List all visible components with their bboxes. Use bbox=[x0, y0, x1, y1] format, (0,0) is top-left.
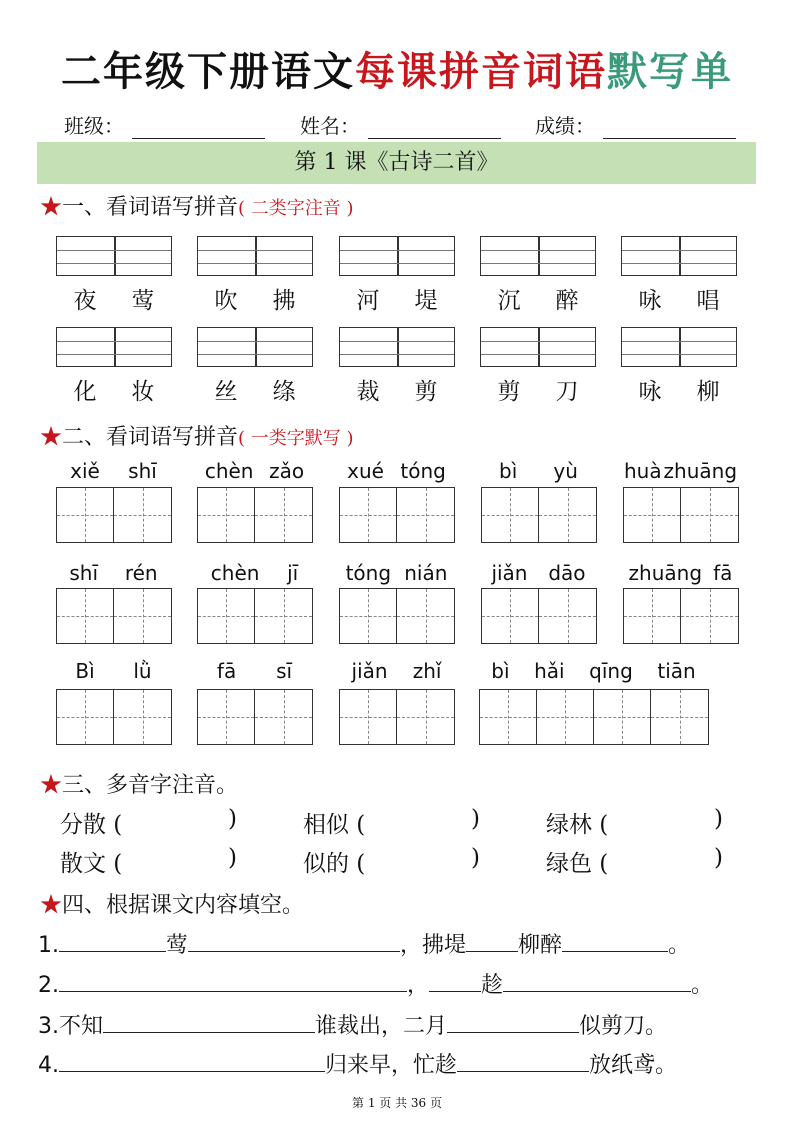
tianzige-cell[interactable] bbox=[681, 488, 738, 542]
page-title bbox=[0, 40, 794, 97]
fill-text: 。 bbox=[668, 933, 691, 958]
hanzi-char: 化 bbox=[73, 379, 97, 405]
pinyin-syllable: dāo bbox=[548, 561, 586, 585]
hanzi-char: 柳 bbox=[696, 379, 720, 405]
class-blank[interactable] bbox=[132, 116, 265, 139]
hanzi-char: 醉 bbox=[555, 288, 579, 314]
line-number: 3. bbox=[38, 1014, 59, 1039]
tianzige-cell[interactable] bbox=[57, 488, 114, 542]
pinyin-writing-box[interactable] bbox=[480, 327, 596, 367]
hanzi-char: 裁 bbox=[356, 379, 380, 405]
pinyin-writing-box[interactable] bbox=[339, 236, 455, 276]
tianzige-grid bbox=[623, 588, 739, 644]
tianzige-cell[interactable] bbox=[482, 589, 539, 643]
hanzi-char: 沉 bbox=[497, 288, 521, 314]
word-characters bbox=[621, 373, 737, 406]
fill-text: 谁裁出，二月 bbox=[315, 1014, 448, 1039]
word-characters bbox=[339, 282, 455, 315]
tianzige-grid bbox=[339, 689, 455, 745]
section1-heading bbox=[40, 190, 354, 221]
pinyin-prompt bbox=[623, 459, 738, 483]
tianzige-grid bbox=[623, 487, 739, 543]
pinyin-syllable: sī bbox=[276, 659, 293, 683]
word-characters bbox=[480, 282, 596, 315]
page-footer: 第 1 页 共 36 页 bbox=[352, 1096, 442, 1110]
pinyin-writing-box[interactable] bbox=[56, 236, 172, 276]
hanzi-char: 堤 bbox=[414, 288, 438, 314]
title-part-sheet: 默写单 bbox=[607, 48, 733, 95]
fill-blank[interactable] bbox=[59, 931, 166, 952]
score-label: 成绩： bbox=[535, 114, 595, 138]
pinyin-syllable: rén bbox=[124, 561, 158, 585]
pinyin-writing-box[interactable] bbox=[197, 236, 313, 276]
fill-blank[interactable] bbox=[429, 971, 481, 992]
pinyin-syllable: jī bbox=[287, 561, 299, 585]
polyphonic-close-paren: ) bbox=[471, 806, 480, 832]
section3-heading bbox=[40, 768, 238, 799]
pinyin-writing-box[interactable] bbox=[339, 327, 455, 367]
pinyin-syllable: zhǐ bbox=[412, 659, 442, 683]
fill-text: 不知 bbox=[59, 1014, 104, 1039]
hanzi-char: 剪 bbox=[414, 379, 438, 405]
name-blank[interactable] bbox=[368, 116, 501, 139]
pinyin-writing-box[interactable] bbox=[480, 236, 596, 276]
pinyin-writing-box[interactable] bbox=[621, 327, 737, 367]
tianzige-cell[interactable] bbox=[114, 589, 171, 643]
class-field bbox=[64, 110, 265, 139]
pinyin-syllable: shī bbox=[128, 459, 157, 483]
name-label: 姓名： bbox=[300, 114, 360, 138]
tianzige-cell[interactable] bbox=[397, 690, 454, 744]
tianzige-cell[interactable] bbox=[482, 488, 539, 542]
hanzi-char: 妆 bbox=[131, 379, 155, 405]
fill-blank[interactable] bbox=[562, 931, 668, 952]
pinyin-syllable: zǎo bbox=[269, 459, 305, 483]
star-icon: ★ bbox=[40, 893, 63, 918]
polyphonic-close-paren: ) bbox=[714, 806, 723, 832]
fill-blank[interactable] bbox=[457, 1051, 589, 1072]
pinyin-syllable: xiě bbox=[70, 459, 100, 483]
fill-blank[interactable] bbox=[503, 971, 691, 992]
fill-text: 似剪刀。 bbox=[579, 1014, 668, 1039]
pinyin-prompt bbox=[481, 459, 596, 483]
polyphonic-word: 散文 ( bbox=[60, 851, 123, 877]
pinyin-prompt bbox=[56, 561, 171, 585]
line-number: 2. bbox=[38, 973, 59, 998]
fill-text: ，拂堤 bbox=[400, 933, 467, 958]
tianzige-cell[interactable] bbox=[340, 488, 397, 542]
hanzi-char: 剪 bbox=[497, 379, 521, 405]
section2-heading bbox=[40, 420, 354, 451]
fill-text: 放纸鸢。 bbox=[589, 1053, 678, 1078]
fill-blank[interactable] bbox=[188, 931, 400, 952]
pinyin-syllable: hǎi bbox=[534, 659, 565, 683]
word-characters bbox=[621, 282, 737, 315]
word-characters bbox=[197, 282, 313, 315]
fill-line-2 bbox=[38, 968, 713, 999]
lesson-banner: 第 1 课《古诗二首》 bbox=[37, 142, 756, 184]
pinyin-prompt bbox=[339, 459, 454, 483]
pinyin-syllable: fā bbox=[216, 659, 237, 683]
tianzige-grid bbox=[481, 588, 597, 644]
fill-text: 莺 bbox=[166, 933, 189, 958]
tianzige-grid bbox=[197, 588, 313, 644]
polyphonic-word: 相似 ( bbox=[303, 812, 366, 838]
fill-text: 归来早，忙趁 bbox=[325, 1053, 458, 1078]
pinyin-syllable: bì bbox=[499, 459, 518, 483]
fill-blank[interactable] bbox=[103, 1012, 315, 1033]
tianzige-grid bbox=[197, 689, 313, 745]
tianzige-cell[interactable] bbox=[537, 690, 594, 744]
tianzige-cell[interactable] bbox=[198, 488, 255, 542]
polyphonic-close-paren: ) bbox=[714, 845, 723, 871]
polyphonic-word: 分散 ( bbox=[60, 812, 123, 838]
tianzige-grid bbox=[56, 487, 172, 543]
tianzige-cell[interactable] bbox=[57, 690, 114, 744]
word-characters bbox=[480, 373, 596, 406]
pinyin-syllable: tóng bbox=[400, 459, 446, 483]
pinyin-syllable: nián bbox=[404, 561, 448, 585]
hanzi-char: 刀 bbox=[555, 379, 579, 405]
tianzige-cell[interactable] bbox=[539, 589, 596, 643]
tianzige-cell[interactable] bbox=[198, 690, 255, 744]
pinyin-syllable: jiǎn bbox=[351, 659, 388, 683]
pinyin-writing-box[interactable] bbox=[197, 327, 313, 367]
tianzige-grid bbox=[197, 487, 313, 543]
section4-heading bbox=[40, 888, 304, 919]
star-icon: ★ bbox=[40, 773, 63, 798]
tianzige-cell[interactable] bbox=[198, 589, 255, 643]
pinyin-syllable: fā bbox=[713, 561, 733, 585]
pinyin-syllable: tóng bbox=[345, 561, 392, 585]
pinyin-prompt bbox=[481, 561, 596, 585]
fill-text: ， bbox=[407, 973, 430, 998]
polyphonic-close-paren: ) bbox=[471, 845, 480, 871]
word-characters bbox=[197, 373, 313, 406]
tianzige-cell[interactable] bbox=[114, 690, 171, 744]
fill-line-1 bbox=[38, 928, 690, 959]
score-blank[interactable] bbox=[603, 116, 736, 139]
tianzige-cell[interactable] bbox=[397, 488, 454, 542]
tianzige-grid bbox=[56, 588, 172, 644]
pinyin-syllable: Bì bbox=[75, 659, 95, 683]
section1-title: 一、看词语写拼音 bbox=[62, 195, 239, 220]
pinyin-syllable: tiān bbox=[657, 659, 696, 683]
tianzige-cell[interactable] bbox=[255, 488, 312, 542]
pinyin-syllable: lǜ bbox=[133, 659, 152, 683]
polyphonic-word: 似的 ( bbox=[303, 851, 366, 877]
hanzi-char: 丝 bbox=[214, 379, 238, 405]
tianzige-cell[interactable] bbox=[624, 589, 681, 643]
fill-blank[interactable] bbox=[59, 1051, 325, 1072]
pinyin-syllable: jiǎn bbox=[491, 561, 528, 585]
tianzige-cell[interactable] bbox=[624, 488, 681, 542]
fill-text: 趁 bbox=[481, 973, 504, 998]
tianzige-cell[interactable] bbox=[480, 690, 537, 744]
word-characters bbox=[56, 373, 172, 406]
star-icon: ★ bbox=[40, 425, 63, 450]
polyphonic-close-paren: ) bbox=[228, 845, 237, 871]
name-field bbox=[300, 110, 501, 139]
tianzige-cell[interactable] bbox=[57, 589, 114, 643]
pinyin-prompt bbox=[339, 561, 454, 585]
pinyin-prompt bbox=[197, 659, 312, 683]
pinyin-syllable: zhuāng bbox=[663, 459, 738, 483]
tianzige-cell[interactable] bbox=[255, 690, 312, 744]
pinyin-prompt bbox=[56, 459, 171, 483]
pinyin-syllable: xué bbox=[347, 459, 384, 483]
title-part-subject: 每课拼音词语 bbox=[355, 48, 607, 95]
hanzi-char: 拂 bbox=[272, 288, 296, 314]
score-field bbox=[535, 110, 736, 139]
tianzige-grid bbox=[339, 588, 455, 644]
hanzi-char: 夜 bbox=[73, 288, 97, 314]
pinyin-prompt bbox=[197, 459, 312, 483]
title-part-grade: 二年级下册语文 bbox=[61, 48, 355, 95]
star-icon: ★ bbox=[40, 195, 63, 220]
pinyin-syllable: zhuāng bbox=[628, 561, 703, 585]
section4-title: 四、根据课文内容填空。 bbox=[62, 893, 305, 918]
section2-note: ( 一类字默写 ) bbox=[238, 428, 354, 449]
hanzi-char: 河 bbox=[356, 288, 380, 314]
tianzige-cell[interactable] bbox=[594, 690, 651, 744]
pinyin-syllable: yù bbox=[553, 459, 578, 483]
hanzi-char: 吹 bbox=[214, 288, 238, 314]
pinyin-syllable: qīng bbox=[589, 659, 633, 683]
hanzi-char: 咏 bbox=[638, 379, 662, 405]
class-label: 班级： bbox=[64, 114, 124, 138]
pinyin-prompt bbox=[339, 659, 454, 683]
section2-title: 二、看词语写拼音 bbox=[62, 425, 239, 450]
hanzi-char: 咏 bbox=[638, 288, 662, 314]
polyphonic-word: 绿林 ( bbox=[546, 812, 609, 838]
pinyin-writing-box[interactable] bbox=[56, 327, 172, 367]
tianzige-cell[interactable] bbox=[114, 488, 171, 542]
pinyin-syllable: bì bbox=[491, 659, 510, 683]
pinyin-prompt bbox=[623, 561, 738, 585]
tianzige-grid bbox=[479, 689, 709, 745]
word-characters bbox=[56, 282, 172, 315]
hanzi-char: 唱 bbox=[696, 288, 720, 314]
section1-note: ( 二类字注音 ) bbox=[238, 198, 354, 219]
fill-blank[interactable] bbox=[447, 1012, 579, 1033]
fill-blank[interactable] bbox=[466, 931, 518, 952]
line-number: 4. bbox=[38, 1053, 59, 1078]
tianzige-cell[interactable] bbox=[255, 589, 312, 643]
polyphonic-close-paren: ) bbox=[228, 806, 237, 832]
tianzige-cell[interactable] bbox=[651, 690, 708, 744]
pinyin-syllable: huà bbox=[623, 459, 662, 483]
pinyin-syllable: chèn bbox=[210, 561, 260, 585]
tianzige-cell[interactable] bbox=[397, 589, 454, 643]
tianzige-grid bbox=[56, 689, 172, 745]
tianzige-cell[interactable] bbox=[340, 589, 397, 643]
fill-blank[interactable] bbox=[59, 971, 407, 992]
fill-line-3 bbox=[38, 1009, 667, 1040]
pinyin-syllable: shī bbox=[69, 561, 99, 585]
pinyin-writing-box[interactable] bbox=[621, 236, 737, 276]
tianzige-cell[interactable] bbox=[340, 690, 397, 744]
section3-title: 三、多音字注音。 bbox=[62, 773, 239, 798]
polyphonic-word: 绿色 ( bbox=[546, 851, 609, 877]
pinyin-syllable: chèn bbox=[204, 459, 254, 483]
hanzi-char: 莺 bbox=[131, 288, 155, 314]
pinyin-prompt bbox=[197, 561, 312, 585]
fill-line-4 bbox=[38, 1048, 677, 1079]
tianzige-cell[interactable] bbox=[539, 488, 596, 542]
word-characters bbox=[339, 373, 455, 406]
fill-text: 柳醉 bbox=[518, 933, 563, 958]
tianzige-grid bbox=[481, 487, 597, 543]
tianzige-grid bbox=[339, 487, 455, 543]
hanzi-char: 绦 bbox=[272, 379, 296, 405]
tianzige-cell[interactable] bbox=[681, 589, 738, 643]
pinyin-prompt bbox=[56, 659, 171, 683]
pinyin-prompt bbox=[479, 659, 708, 683]
fill-text: 。 bbox=[691, 973, 714, 998]
line-number: 1. bbox=[38, 933, 59, 958]
